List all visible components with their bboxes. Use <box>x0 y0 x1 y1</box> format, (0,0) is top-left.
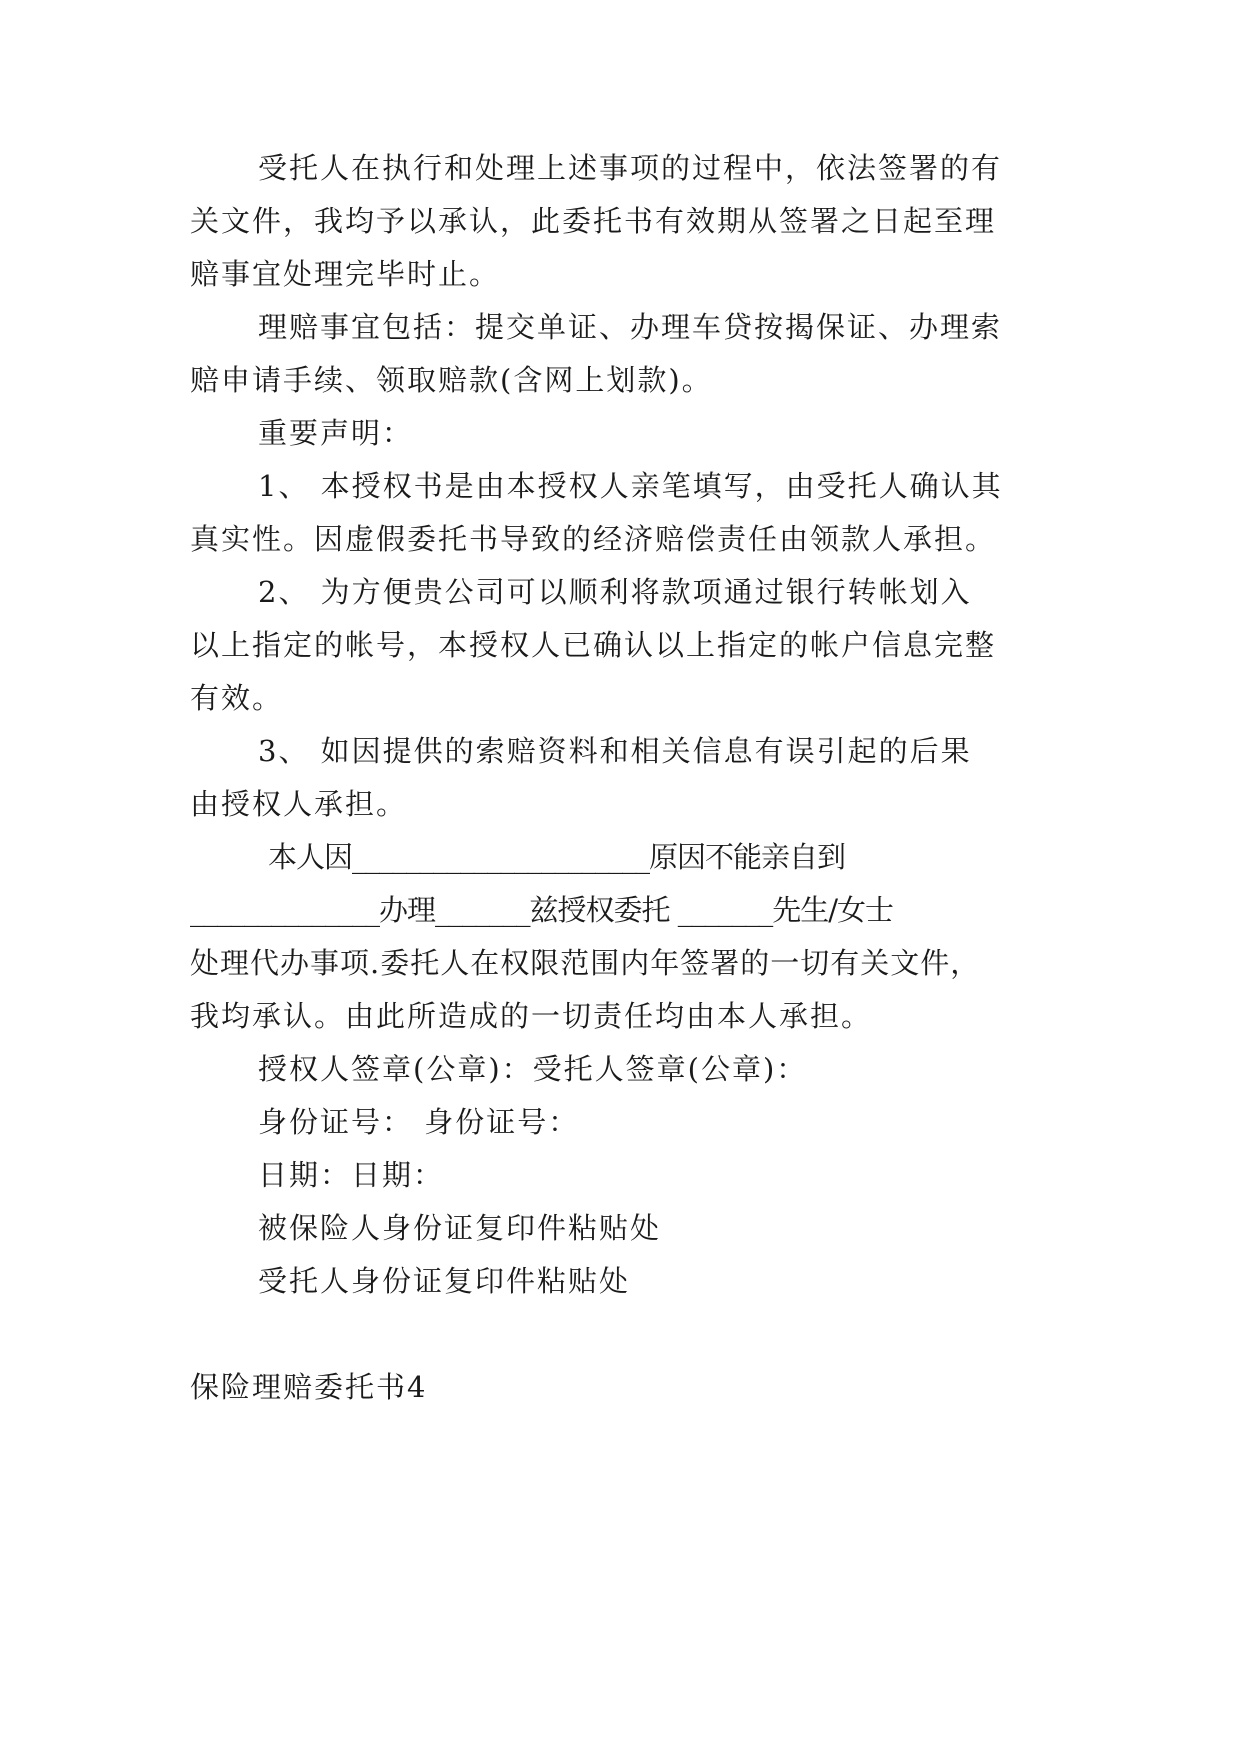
section-heading: 重要声明： <box>258 416 414 450</box>
paragraph-line: 赔事宜处理完毕时止。 <box>190 257 501 291</box>
date-label: 日期：日期： <box>258 1158 445 1192</box>
paragraph-line: 处理代办事项.委托人在权限范围内年签署的一切有关文件， <box>190 946 981 980</box>
signature-label: 授权人签章(公章)：受托人签章(公章)： <box>258 1052 808 1086</box>
section-title: 保险理赔委托书4 <box>190 1370 428 1404</box>
id-copy-label: 受托人身份证复印件粘贴处 <box>258 1264 631 1298</box>
paragraph-line: 有效。 <box>190 681 284 715</box>
paragraph-line: 理赔事宜包括：提交单证、办理车贷按揭保证、办理索 <box>258 310 1003 344</box>
paragraph-line: 3、 如因提供的索赔资料和相关信息有误引起的后果 <box>258 734 972 768</box>
paragraph-line: 赔申请手续、领取赔款(含网上划款)。 <box>190 363 713 397</box>
id-number-label: 身份证号： 身份证号： <box>258 1105 580 1139</box>
paragraph-line: 真实性。因虚假委托书导致的经济赔偿责任由领款人承担。 <box>190 522 997 556</box>
fill-in-line: 本人因______________________原因不能亲自到 <box>268 840 846 874</box>
paragraph-line: 由授权人承担。 <box>190 787 408 821</box>
paragraph-line: 受托人在执行和处理上述事项的过程中，依法签署的有 <box>258 151 1003 185</box>
paragraph-line: 我均承认。由此所造成的一切责任均由本人承担。 <box>190 999 873 1033</box>
paragraph-line: 以上指定的帐号，本授权人已确认以上指定的帐户信息完整 <box>190 628 997 662</box>
fill-in-line: ______________办理_______兹授权委托 _______先生/女士 <box>190 893 893 927</box>
paragraph-line: 2、 为方便贵公司可以顺利将款项通过银行转帐划入 <box>258 575 972 609</box>
paragraph-line: 关文件，我均予以承认，此委托书有效期从签署之日起至理 <box>190 204 997 238</box>
id-copy-label: 被保险人身份证复印件粘贴处 <box>258 1211 662 1245</box>
paragraph-line: 1、 本授权书是由本授权人亲笔填写，由受托人确认其 <box>258 469 1003 503</box>
